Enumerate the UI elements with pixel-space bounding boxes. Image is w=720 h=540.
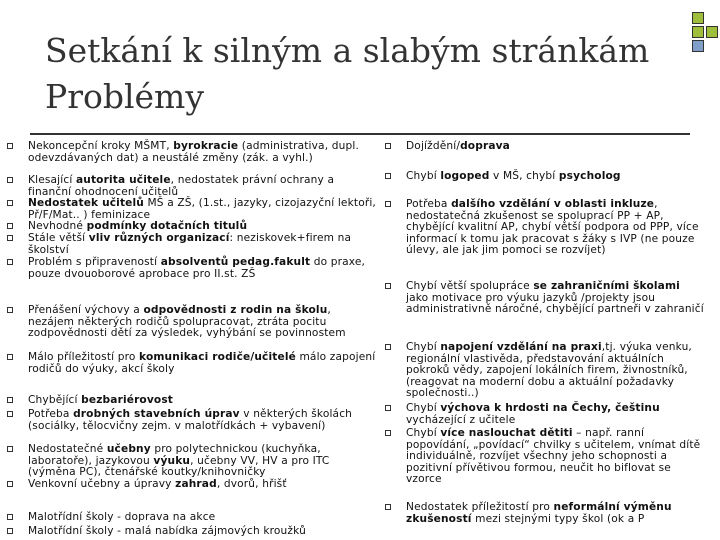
square-bullet-icon — [7, 397, 13, 403]
square-bullet-icon — [385, 143, 391, 149]
text: Nekoncepční kroky MŠMT, — [28, 140, 174, 152]
bullet-item — [384, 141, 704, 153]
bold-text: doprava — [460, 140, 510, 152]
bullet-item — [6, 512, 378, 524]
text: Venkovní učebny a úpravy — [28, 478, 176, 490]
bullet-item — [6, 444, 378, 479]
bold-text: psycholog — [558, 170, 621, 182]
decor-square-middle-green — [692, 26, 704, 38]
bullet-item — [6, 409, 378, 432]
text: do praxe, pouze dvouoborové aprobace pro II.st. ZŠ — [28, 256, 366, 280]
text: ,tj. výuka venku, regionální vlastivěda, představování aktuálních pokroků vědy, zapojení lokálních firem, živnostníků, (reagovat na moderní dobu a aktuální požadavky společnosti..) — [406, 341, 692, 400]
square-bullet-icon — [7, 223, 13, 229]
bullet-item — [6, 526, 378, 538]
text: Chybí větší spolupráce — [406, 280, 534, 292]
bold-text: se zahraničními školami — [533, 280, 680, 292]
bold-text: bezbariérovost — [81, 394, 174, 406]
text: v MŠ, chybí — [489, 170, 559, 182]
text: Chybí — [406, 402, 441, 414]
bold-text: učebny — [106, 443, 151, 455]
bold-text: byrokracie — [173, 140, 239, 152]
text: , dvorů, hřišť — [216, 478, 287, 490]
square-bullet-icon — [385, 173, 391, 179]
bold-text: drobných stavebních úprav — [73, 408, 240, 420]
text: Potřeba — [406, 198, 452, 210]
bullet-item — [384, 403, 704, 426]
text: MŠ a ZŠ, (1.st., jazyky, cizojazyční lektoři, Př/F/Mat.. ) feminizace — [28, 197, 376, 221]
bullet-item — [6, 479, 378, 491]
text: Málo příležitostí pro — [28, 351, 140, 363]
square-bullet-icon — [7, 528, 13, 534]
bold-text: zahrad — [175, 478, 217, 490]
bullet-item — [6, 352, 378, 375]
text: Malotřídní školy - malá nabídka zájmových kroužků — [28, 525, 306, 537]
bold-text: absolventů pedag.fakult — [160, 256, 311, 268]
bullet-item — [384, 199, 704, 257]
square-bullet-icon — [7, 177, 13, 183]
bullet-item — [384, 428, 704, 486]
square-bullet-icon — [7, 259, 13, 265]
square-bullet-icon — [7, 514, 13, 520]
text: málo zapojení rodičů do výuky, akcí školy — [28, 351, 376, 375]
square-bullet-icon — [385, 405, 391, 411]
text: : neziskovek+firem na školství — [28, 232, 352, 256]
text: Chybí — [406, 427, 441, 439]
bullet-item — [6, 175, 378, 198]
title-line-1: Setkání k silným a slabým stránkám — [45, 31, 650, 70]
bullet-item — [6, 141, 378, 164]
slide-title — [45, 28, 685, 119]
bold-text: autorita učitele — [75, 174, 171, 186]
square-bullet-icon — [7, 307, 13, 313]
square-bullet-icon — [7, 354, 13, 360]
decor-square-top — [692, 12, 704, 24]
text: Dojíždění/ — [406, 140, 461, 152]
bullet-item — [6, 221, 378, 233]
bold-text: neformální výměnu zkušeností — [406, 501, 672, 525]
bullet-item — [384, 502, 704, 525]
bold-text: Nedostatek učitelů — [28, 197, 144, 209]
square-bullet-icon — [385, 430, 391, 436]
square-bullet-icon — [7, 200, 13, 206]
square-bullet-icon — [7, 481, 13, 487]
bullet-item — [6, 305, 378, 340]
bullet-item — [6, 257, 378, 280]
bold-text: logoped — [440, 170, 490, 182]
text: mezi stejnými typy škol (ok a P — [471, 512, 645, 525]
text: pro polytechnickou (kuchyňka, laboratoře), jazykovou — [28, 443, 321, 467]
bold-text: napojení vzdělání na praxi — [440, 341, 602, 353]
title-line-2: Problémy — [45, 76, 204, 116]
text: vycházející z učitele — [406, 413, 516, 426]
square-bullet-icon — [7, 446, 13, 452]
text: jako motivace pro výuku jazyků /projekty jsou administrativně náročné, chybějící partneři v zahraničí — [406, 291, 704, 316]
bullet-item — [6, 198, 378, 221]
text: Nedostatečné — [28, 443, 107, 455]
text: Klesající — [28, 174, 76, 186]
square-bullet-icon — [385, 344, 391, 350]
bold-text: výuku — [153, 454, 191, 467]
square-bullet-icon — [7, 235, 13, 241]
bullet-item — [6, 233, 378, 256]
text: Nevhodné — [28, 220, 87, 232]
text: , učebny VV, HV a pro ITC (výměna PC), čtenářské koutky/knihovničky — [28, 454, 330, 479]
text: Nedostatek příležitostí pro — [406, 501, 554, 513]
bold-text: výchova k hrdosti na Čechy, češtinu — [440, 402, 660, 414]
square-bullet-icon — [7, 143, 13, 149]
text: Chybí — [406, 170, 441, 182]
square-bullet-icon — [385, 504, 391, 510]
square-bullet-icon — [385, 201, 391, 207]
bullet-item — [384, 171, 704, 183]
bold-text: více naslouchat dětiti — [440, 427, 573, 439]
bold-text: vliv různých organizací — [88, 232, 230, 244]
bold-text: komunikaci rodiče/učitelé — [139, 351, 296, 363]
text: Problém s připraveností — [28, 256, 161, 268]
text: Malotřídní školy - doprava na akce — [28, 511, 216, 523]
bullet-item — [384, 342, 704, 400]
square-bullet-icon — [385, 283, 391, 289]
text: – např. ranní popovídání, „povídací“ chvilky s učitelem, vnímat dítě individuálně, rozvíjet všechny jeho schopnosti a pozitivní přívětivou formou, neučit ho biflovat se vzorce — [406, 427, 701, 486]
text: , nezájem některých rodičů spolupracovat, ztráta pocitu zodpovědnosti dětí za výsledek, vyhýbání se povinnostem — [28, 304, 346, 340]
bold-text: dalšího vzdělání v oblasti inkluze — [451, 198, 655, 210]
text: v některých školách (sociálky, tělocvičny zejm. v malotřídkách + vybavení) — [28, 408, 353, 432]
bullet-item — [384, 281, 704, 316]
square-bullet-icon — [7, 411, 13, 417]
bold-text: podmínky dotačních titulů — [86, 220, 248, 232]
decor-square-middle-blue — [692, 40, 704, 52]
text: Chybějící — [28, 394, 82, 406]
decor-square-bottom — [706, 26, 718, 38]
bold-text: odpovědnosti z rodin na školu — [143, 304, 328, 316]
text: Stále větší — [28, 232, 89, 244]
text: , nedostatečná zkušenost se spoluprací PP + AP, chybějící kvalitní AP, chybí větší podpora od PPP, více informací k tomu jak pracovat s žáky s IVP (ne pouze úlevy, ale jak jim pomoci se rozvíjet) — [406, 198, 699, 257]
text: Přenášení výchovy a — [28, 304, 144, 316]
title-divider — [30, 133, 690, 135]
text: Chybí — [406, 341, 441, 353]
text: , nedostatek právní ochrany a finanční ohodnocení učitelů — [28, 174, 335, 198]
text: (administrativa, dupl. odevzdávaných dat) a neustálé změny (zák. a vyhl.) — [28, 140, 359, 164]
bullet-item — [6, 395, 378, 407]
text: Potřeba — [28, 408, 74, 420]
